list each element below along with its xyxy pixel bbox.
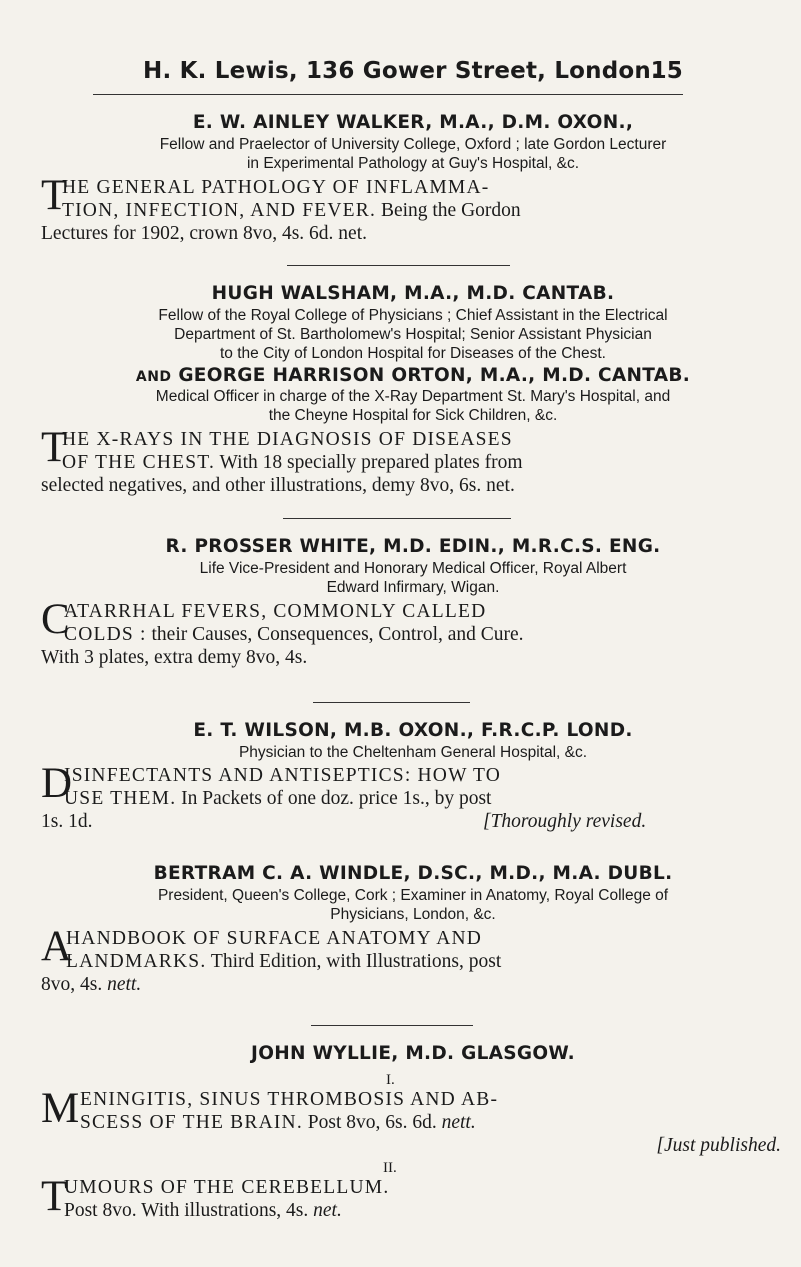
entry-title: HANDBOOK OF SURFACE ANATOMY AND <box>66 928 483 949</box>
entry-title: UMOURS OF THE CEREBELLUM. <box>64 1177 390 1198</box>
entry-description: Fellow and Praelector of University College, Oxford ; late Gordon Lecturer <box>159 136 667 153</box>
entry-description: Life Vice-President and Honorary Medical Officer, Royal Albert <box>199 560 627 577</box>
drop-cap: D <box>41 760 73 807</box>
drop-cap: T <box>41 1173 68 1220</box>
entry-author: E. T. WILSON, M.B. OXON., F.R.C.P. LOND. <box>193 720 633 741</box>
entry-title-line2 <box>64 787 491 811</box>
drop-cap: A <box>41 923 73 970</box>
entry-title: LANDMARKS. <box>66 951 207 972</box>
entry-title: SCESS OF THE BRAIN. <box>80 1112 303 1133</box>
entry-title-line2 <box>80 1111 476 1135</box>
entry-description: in Experimental Pathology at Guy's Hospital, &c. <box>246 155 580 172</box>
separator-rule <box>311 1025 473 1026</box>
entry-details: their Causes, Consequences, Control, and Cure. <box>146 624 524 645</box>
header-rule <box>93 94 683 95</box>
page-number: 15 <box>650 58 683 84</box>
entry-details: In Packets of one doz. price 1s., by post <box>176 788 492 809</box>
entry-title-line2 <box>62 451 523 475</box>
entry-details: Third Edition, with Illustrations, post <box>206 951 502 972</box>
price-suffix: nett. <box>102 974 142 995</box>
entry-title: COLDS : <box>64 624 147 645</box>
entry-title: ISINFECTANTS AND ANTISEPTICS: HOW TO <box>64 765 502 786</box>
coauthor-description: the Cheyne Hospital for Sick Children, &c. <box>268 407 558 424</box>
entry-title: USE THEM. <box>64 788 177 809</box>
entry-details: selected negatives, and other illustrations, demy 8vo, 6s. net. <box>41 475 515 496</box>
entry-title: HE GENERAL PATHOLOGY OF INFLAMMA- <box>62 177 490 198</box>
drop-cap: M <box>41 1085 80 1132</box>
drop-cap: T <box>41 424 68 471</box>
entry-author: BERTRAM C. A. WINDLE, D.SC., M.D., M.A. DUBL. <box>153 863 673 884</box>
entry-author: JOHN WYLLIE, M.D. GLASGOW. <box>251 1043 575 1064</box>
entry-description: Physician to the Cheltenham General Hospital, &c. <box>238 744 588 761</box>
entry-price: Post 8vo. With illustrations, 4s. <box>64 1200 309 1221</box>
separator-rule <box>313 702 470 703</box>
entry-description: Physicians, London, &c. <box>330 906 496 923</box>
entry-title-line2 <box>66 950 501 974</box>
coauthor-line <box>43 365 783 386</box>
entry-title: TION, INFECTION, AND FEVER. <box>62 200 377 221</box>
price-suffix: nett. <box>436 1112 476 1133</box>
entry-details: With 3 plates, extra demy 8vo, 4s. <box>41 647 308 668</box>
entry-details <box>64 1199 342 1223</box>
entry-description: Department of St. Bartholomew's Hospital; Senior Assistant Physician <box>174 326 652 343</box>
entry-author: R. PROSSER WHITE, M.D. EDIN., M.R.C.S. ENG. <box>165 536 661 557</box>
volume-numeral: II. <box>383 1160 397 1176</box>
entry-details: With 18 specially prepared plates from <box>215 452 523 473</box>
entry-details: Lectures for 1902, crown 8vo, 4s. 6d. net. <box>41 223 368 244</box>
drop-cap: T <box>41 172 68 219</box>
entry-price: 8vo, 4s. <box>41 974 103 995</box>
entry-title: ATARRHAL FEVERS, COMMONLY CALLED <box>64 601 487 622</box>
entry-details: Being the Gordon <box>376 200 521 221</box>
entry-title: ENINGITIS, SINUS THROMBOSIS AND AB- <box>80 1089 499 1110</box>
entry-details <box>41 973 141 997</box>
entry-description: Fellow of the Royal College of Physicians ; Chief Assistant in the Electrical <box>158 307 668 324</box>
entry-details: Post 8vo, 6s. 6d. <box>302 1112 437 1133</box>
entry-author: HUGH WALSHAM, M.A., M.D. CANTAB. <box>211 283 615 304</box>
entry-description: President, Queen's College, Cork ; Examiner in Anatomy, Royal College of <box>157 887 669 904</box>
entry-title-line2 <box>62 199 521 223</box>
volume-numeral: I. <box>386 1072 395 1088</box>
entry-author: E. W. AINLEY WALKER, M.A., D.M. OXON., <box>192 112 634 133</box>
price-suffix: net. <box>308 1200 342 1221</box>
entry-title: OF THE CHEST. <box>62 452 216 473</box>
entry-description: to the City of London Hospital for Diseases of the Chest. <box>220 345 606 362</box>
entry-title-line2 <box>64 623 524 647</box>
entry-coauthor: GEORGE HARRISON ORTON, M.A., M.D. CANTAB. <box>178 365 691 386</box>
entry-description: Edward Infirmary, Wigan. <box>326 579 500 596</box>
separator-rule <box>287 265 510 266</box>
publication-note: [Just published. <box>656 1135 781 1156</box>
running-title: H. K. Lewis, 136 Gower Street, London. <box>143 58 660 84</box>
entry-title: HE X-RAYS IN THE DIAGNOSIS OF DISEASES <box>62 429 513 450</box>
and-word: AND <box>135 369 172 385</box>
entry-details: 1s. 1d. <box>41 811 93 832</box>
separator-rule <box>283 518 511 519</box>
edition-note: [Thoroughly revised. <box>483 811 647 832</box>
coauthor-description: Medical Officer in charge of the X-Ray Department St. Mary's Hospital, and <box>155 388 671 405</box>
drop-cap: C <box>41 596 70 643</box>
